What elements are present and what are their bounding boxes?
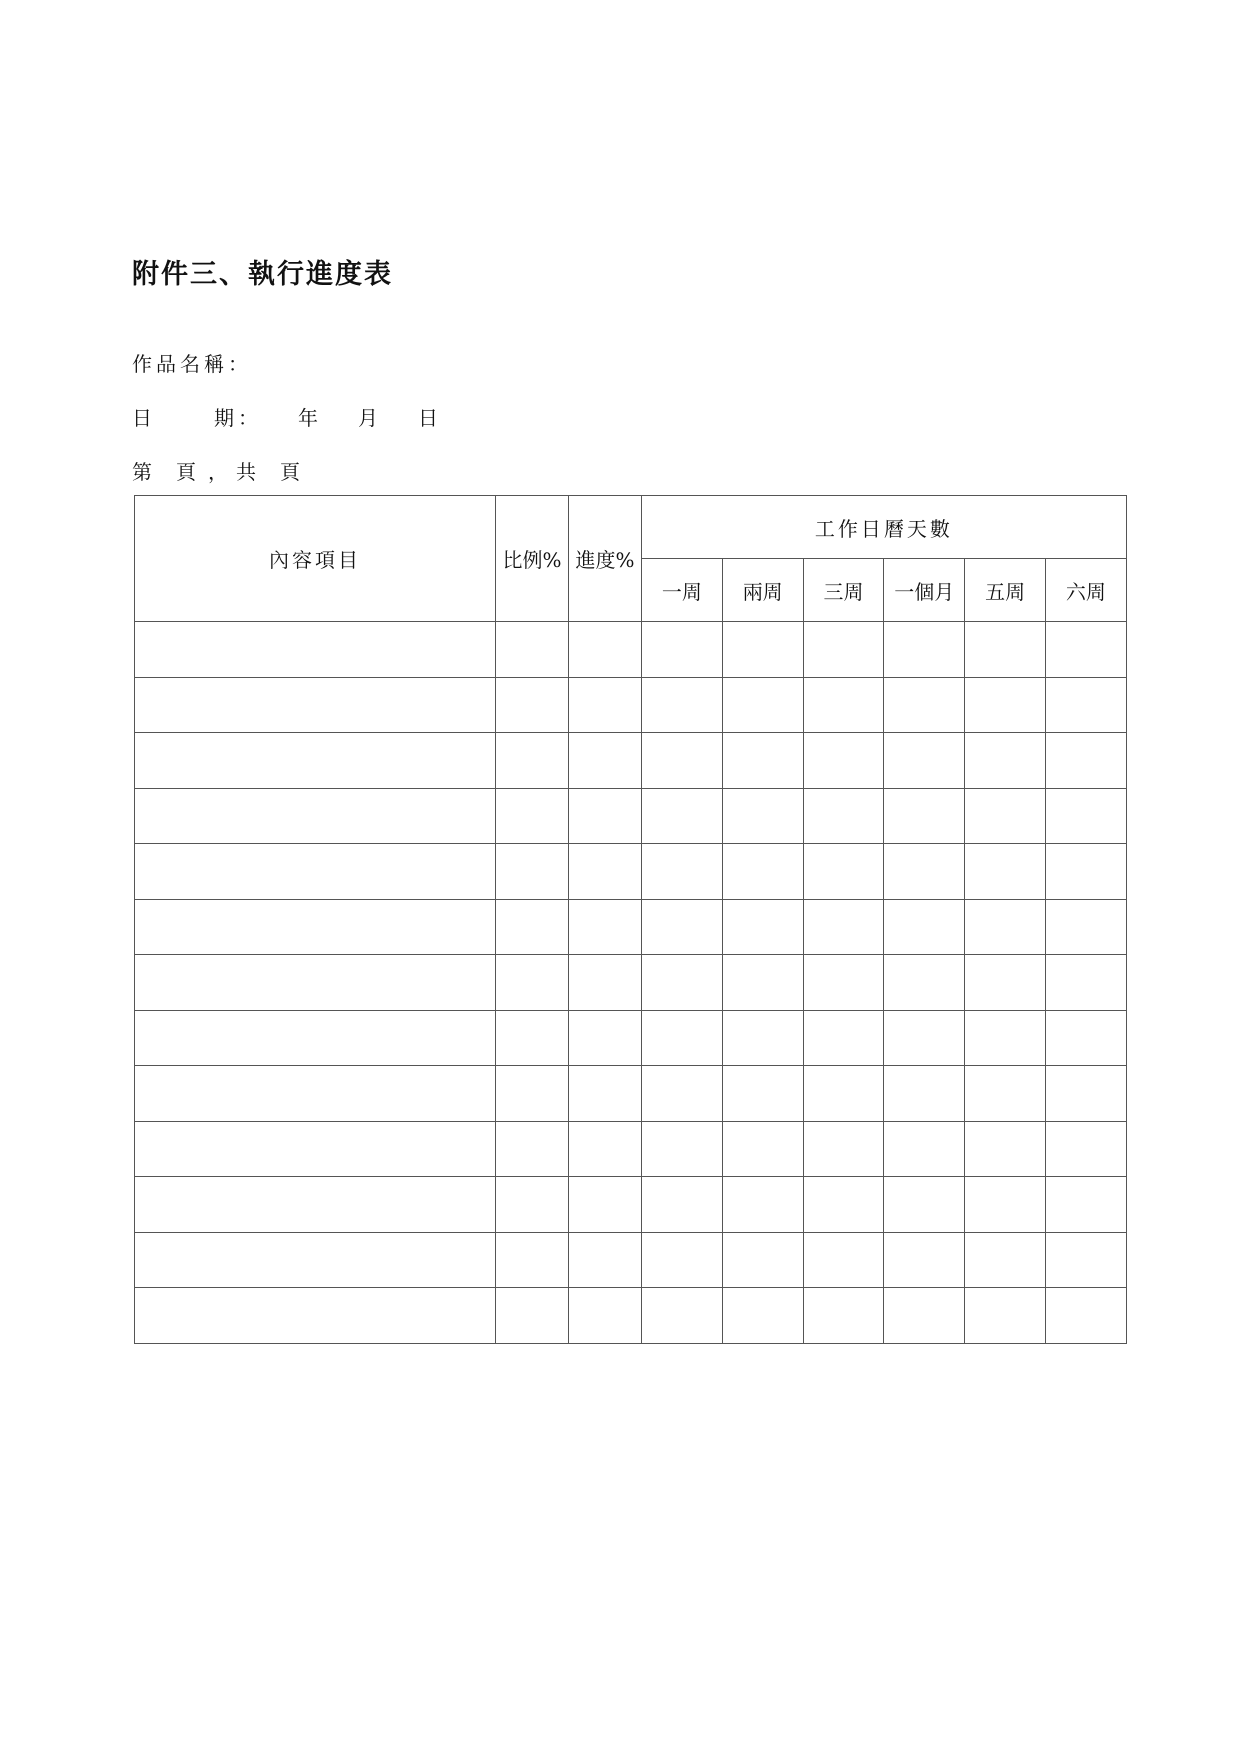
cell-period-4[interactable] [884, 622, 965, 678]
table-row [135, 1066, 1127, 1122]
date-day-label: 日 [418, 406, 442, 430]
cell-period-1[interactable] [642, 1232, 723, 1288]
cell-ratio[interactable] [496, 1177, 569, 1233]
cell-progress[interactable] [569, 1010, 642, 1066]
cell-content-item[interactable] [135, 1066, 496, 1122]
cell-content-item[interactable] [135, 677, 496, 733]
cell-progress[interactable] [569, 899, 642, 955]
cell-period-3[interactable] [803, 1010, 884, 1066]
cell-period-2[interactable] [722, 788, 803, 844]
cell-ratio[interactable] [496, 1288, 569, 1344]
cell-period-3[interactable] [803, 677, 884, 733]
cell-period-1[interactable] [642, 899, 723, 955]
cell-content-item[interactable] [135, 788, 496, 844]
page-prefix: 第 [132, 460, 156, 484]
table-row [135, 677, 1127, 733]
progress-schedule-table [134, 495, 1127, 1344]
table-row [135, 1177, 1127, 1233]
cell-ratio[interactable] [496, 1121, 569, 1177]
date-label-period: 期： [214, 406, 262, 430]
cell-period-5[interactable] [965, 955, 1046, 1011]
cell-period-6[interactable] [1045, 622, 1126, 678]
table-body [135, 622, 1127, 1344]
cell-period-6[interactable] [1045, 788, 1126, 844]
cell-ratio[interactable] [496, 788, 569, 844]
table-header-row [135, 496, 1127, 559]
cell-period-2[interactable] [722, 844, 803, 900]
header-period-month-1: 一個月 [884, 559, 965, 622]
cell-period-3[interactable] [803, 844, 884, 900]
cell-period-6[interactable] [1045, 1232, 1126, 1288]
cell-period-5[interactable] [965, 1066, 1046, 1122]
cell-ratio[interactable] [496, 1232, 569, 1288]
cell-progress[interactable] [569, 677, 642, 733]
work-name-field [132, 348, 252, 377]
header-period-week-3: 三周 [803, 559, 884, 622]
page-number-field [132, 456, 304, 485]
header-ratio: 比例% [496, 496, 569, 622]
cell-period-5[interactable] [965, 733, 1046, 789]
header-period-week-2: 兩周 [722, 559, 803, 622]
cell-period-4[interactable] [884, 677, 965, 733]
table-row [135, 1288, 1127, 1344]
cell-content-item[interactable] [135, 844, 496, 900]
cell-period-6[interactable] [1045, 899, 1126, 955]
cell-period-2[interactable] [722, 1121, 803, 1177]
cell-period-2[interactable] [722, 1288, 803, 1344]
table-row [135, 622, 1127, 678]
cell-content-item[interactable] [135, 1232, 496, 1288]
cell-ratio[interactable] [496, 955, 569, 1011]
cell-period-3[interactable] [803, 1232, 884, 1288]
cell-period-3[interactable] [803, 955, 884, 1011]
cell-period-3[interactable] [803, 622, 884, 678]
cell-period-6[interactable] [1045, 1066, 1126, 1122]
cell-period-6[interactable] [1045, 677, 1126, 733]
cell-period-6[interactable] [1045, 955, 1126, 1011]
header-progress: 進度% [569, 496, 642, 622]
cell-period-5[interactable] [965, 622, 1046, 678]
header-content-item: 內容項目 [135, 496, 496, 622]
header-calendar-days: 工作日曆天數 [642, 496, 1127, 559]
cell-period-1[interactable] [642, 1066, 723, 1122]
cell-period-1[interactable] [642, 1177, 723, 1233]
cell-period-3[interactable] [803, 733, 884, 789]
cell-period-6[interactable] [1045, 733, 1126, 789]
cell-ratio[interactable] [496, 622, 569, 678]
cell-period-5[interactable] [965, 1232, 1046, 1288]
cell-content-item[interactable] [135, 1010, 496, 1066]
cell-period-4[interactable] [884, 1288, 965, 1344]
cell-content-item[interactable] [135, 733, 496, 789]
cell-progress[interactable] [569, 1177, 642, 1233]
table-row [135, 1232, 1127, 1288]
date-label-day: 日 [132, 406, 156, 430]
cell-content-item[interactable] [135, 1177, 496, 1233]
cell-period-4[interactable] [884, 1177, 965, 1233]
table-row [135, 733, 1127, 789]
table-row [135, 1121, 1127, 1177]
cell-period-5[interactable] [965, 1121, 1046, 1177]
cell-period-5[interactable] [965, 1010, 1046, 1066]
cell-period-6[interactable] [1045, 1121, 1126, 1177]
cell-period-3[interactable] [803, 1288, 884, 1344]
cell-period-2[interactable] [722, 677, 803, 733]
table-row [135, 899, 1127, 955]
cell-period-1[interactable] [642, 733, 723, 789]
cell-progress[interactable] [569, 733, 642, 789]
cell-ratio[interactable] [496, 844, 569, 900]
cell-period-5[interactable] [965, 1177, 1046, 1233]
cell-period-1[interactable] [642, 844, 723, 900]
cell-period-1[interactable] [642, 622, 723, 678]
table-row [135, 844, 1127, 900]
cell-period-4[interactable] [884, 955, 965, 1011]
date-month-label: 月 [358, 406, 382, 430]
cell-period-4[interactable] [884, 899, 965, 955]
cell-content-item[interactable] [135, 1288, 496, 1344]
cell-progress[interactable] [569, 1232, 642, 1288]
cell-period-2[interactable] [722, 955, 803, 1011]
header-period-week-1: 一周 [642, 559, 723, 622]
cell-period-4[interactable] [884, 1232, 965, 1288]
page-label-2: 頁 [280, 460, 304, 484]
cell-period-4[interactable] [884, 1121, 965, 1177]
cell-progress[interactable] [569, 1288, 642, 1344]
cell-period-1[interactable] [642, 1010, 723, 1066]
cell-period-4[interactable] [884, 844, 965, 900]
cell-period-4[interactable] [884, 788, 965, 844]
cell-period-3[interactable] [803, 1177, 884, 1233]
cell-ratio[interactable] [496, 733, 569, 789]
cell-progress[interactable] [569, 844, 642, 900]
cell-ratio[interactable] [496, 677, 569, 733]
cell-progress[interactable] [569, 955, 642, 1011]
cell-period-4[interactable] [884, 1010, 965, 1066]
header-period-week-6: 六周 [1045, 559, 1126, 622]
cell-period-1[interactable] [642, 677, 723, 733]
cell-period-3[interactable] [803, 1066, 884, 1122]
header-period-week-5: 五周 [965, 559, 1046, 622]
cell-ratio[interactable] [496, 1066, 569, 1122]
cell-period-6[interactable] [1045, 1010, 1126, 1066]
cell-period-2[interactable] [722, 1010, 803, 1066]
page-separator: ， [208, 460, 232, 484]
cell-progress[interactable] [569, 1121, 642, 1177]
cell-period-2[interactable] [722, 1177, 803, 1233]
cell-period-5[interactable] [965, 899, 1046, 955]
cell-period-5[interactable] [965, 788, 1046, 844]
cell-period-3[interactable] [803, 899, 884, 955]
table-row [135, 955, 1127, 1011]
cell-content-item[interactable] [135, 899, 496, 955]
page-total-label: 共 [236, 460, 260, 484]
cell-ratio[interactable] [496, 1010, 569, 1066]
cell-progress[interactable] [569, 622, 642, 678]
cell-period-2[interactable] [722, 1232, 803, 1288]
cell-period-5[interactable] [965, 677, 1046, 733]
cell-period-3[interactable] [803, 1121, 884, 1177]
cell-period-3[interactable] [803, 788, 884, 844]
cell-period-1[interactable] [642, 788, 723, 844]
cell-ratio[interactable] [496, 899, 569, 955]
document-title: 附件三、執行進度表 [132, 259, 393, 290]
cell-period-5[interactable] [965, 844, 1046, 900]
cell-period-2[interactable] [722, 733, 803, 789]
cell-period-2[interactable] [722, 899, 803, 955]
cell-content-item[interactable] [135, 1121, 496, 1177]
cell-content-item[interactable] [135, 955, 496, 1011]
cell-period-6[interactable] [1045, 1288, 1126, 1344]
table-row [135, 1010, 1127, 1066]
cell-period-1[interactable] [642, 1288, 723, 1344]
work-name-label: 作品名稱： [132, 352, 252, 376]
cell-content-item[interactable] [135, 622, 496, 678]
cell-period-2[interactable] [722, 622, 803, 678]
cell-period-1[interactable] [642, 955, 723, 1011]
table-row [135, 788, 1127, 844]
date-year-label: 年 [298, 406, 322, 430]
cell-progress[interactable] [569, 1066, 642, 1122]
date-field [132, 402, 442, 431]
cell-period-4[interactable] [884, 733, 965, 789]
cell-period-4[interactable] [884, 1066, 965, 1122]
cell-period-6[interactable] [1045, 1177, 1126, 1233]
cell-period-2[interactable] [722, 1066, 803, 1122]
cell-period-1[interactable] [642, 1121, 723, 1177]
cell-period-5[interactable] [965, 1288, 1046, 1344]
cell-progress[interactable] [569, 788, 642, 844]
page-label-1: 頁 [176, 460, 200, 484]
cell-period-6[interactable] [1045, 844, 1126, 900]
